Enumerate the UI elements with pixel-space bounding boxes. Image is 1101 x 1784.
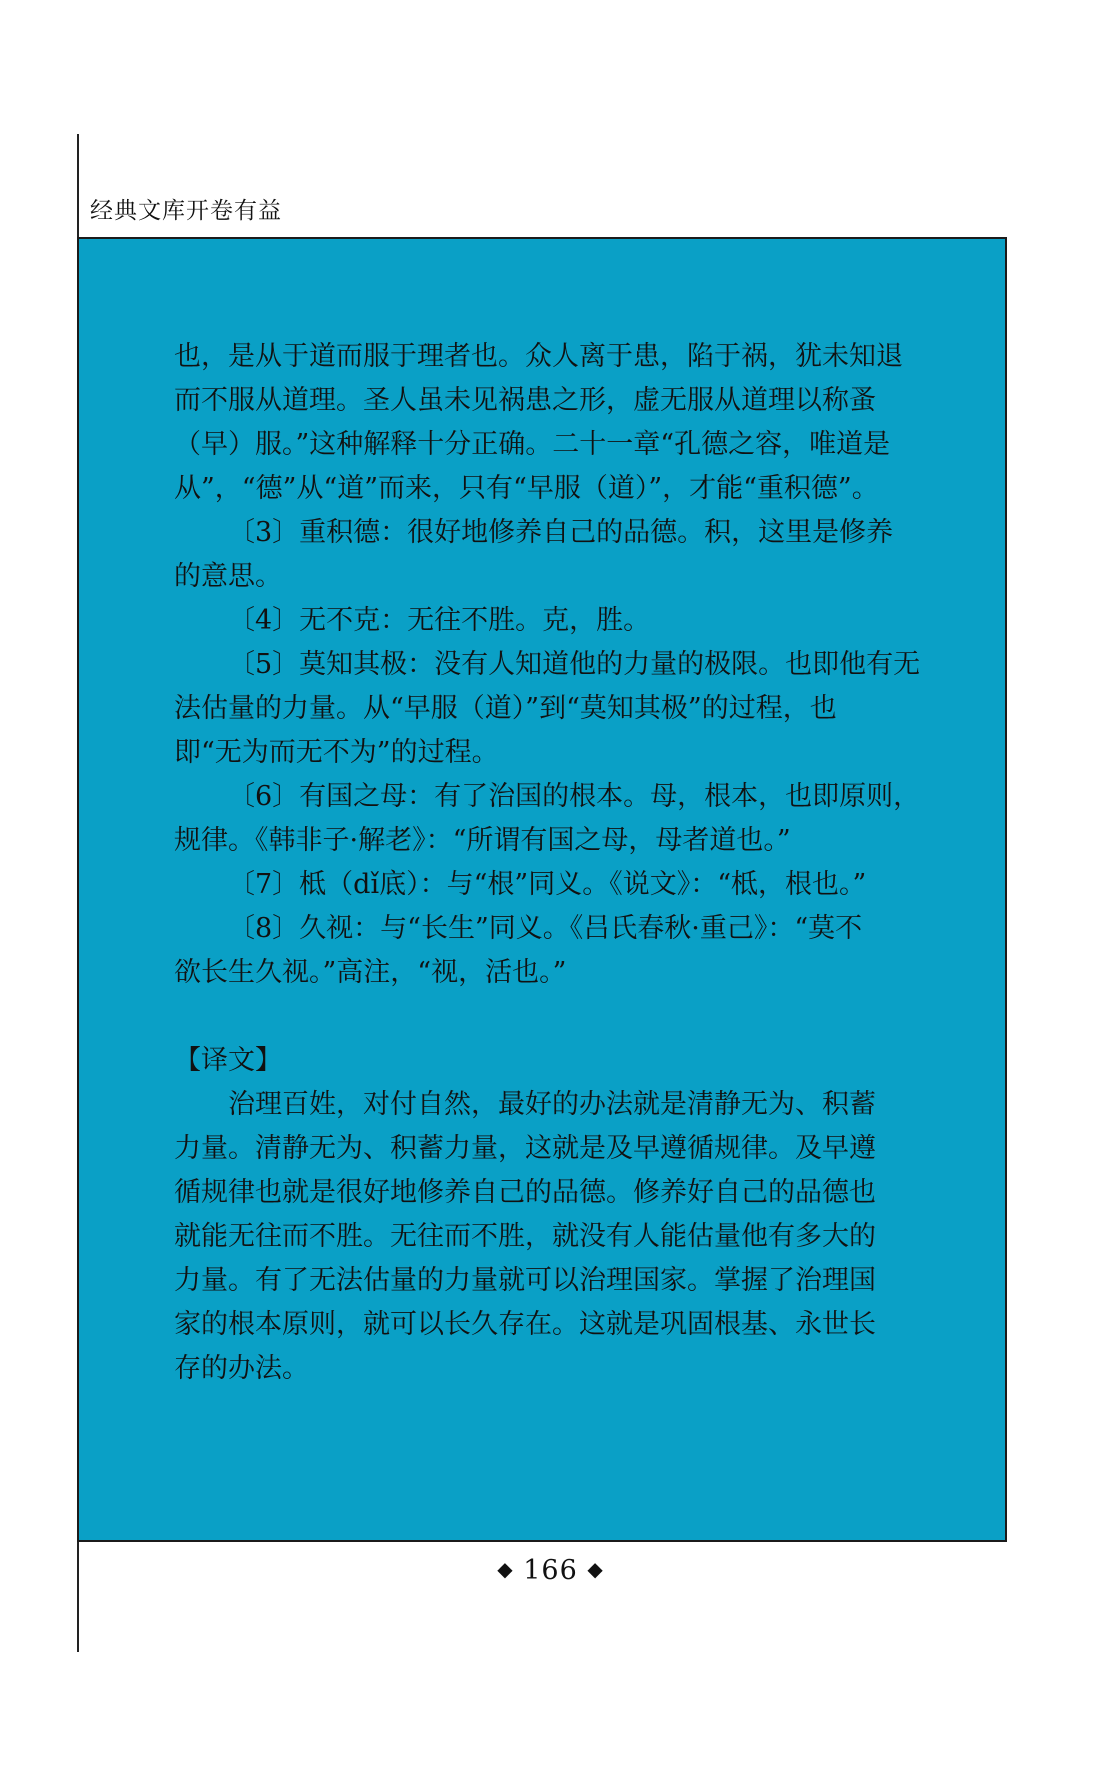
note-5-line: 法估量的力量。从“早服（道）”到“莫知其极”的过程，也 xyxy=(174,693,837,724)
translation-line: 家的根本原则，就可以长久存在。这就是巩固根基、永世长 xyxy=(174,1309,876,1340)
translation-line: 就能无往而不胜。无往而不胜，就没有人能估量他有多大的 xyxy=(174,1221,876,1252)
page-number: 166 xyxy=(523,1555,578,1586)
diamond-icon: ◆ xyxy=(587,1557,604,1581)
translation-heading: 【译文】 xyxy=(174,1045,282,1076)
text-block xyxy=(174,335,944,1391)
translation-line: 力量。清静无为、积蓄力量，这就是及早遵循规律。及早遵 xyxy=(174,1133,876,1164)
running-header: 经典文库开卷有益 xyxy=(90,198,282,224)
note-3-line: 〔3〕重积德：很好地修养自己的品德。积，这里是修养 xyxy=(228,517,894,548)
note-4-line: 〔4〕无不克：无往不胜。克，胜。 xyxy=(228,605,651,636)
note-6-line: 〔6〕有国之母：有了治国的根本。母，根本，也即原则， xyxy=(228,781,921,812)
diamond-icon: ◆ xyxy=(497,1557,514,1581)
note-5-line: 即“无为而无不为”的过程。 xyxy=(174,737,499,768)
body-line: 而不服从道理。圣人虽未见祸患之形，虚无服从道理以称蚤 xyxy=(174,385,876,416)
body-line: 从”，“德”从“道”而来，只有“早服（道）”，才能“重积德”。 xyxy=(174,473,879,504)
note-5-line: 〔5〕莫知其极：没有人知道他的力量的极限。也即他有无 xyxy=(228,649,921,680)
body-line: 也，是从于道而服于理者也。众人离于患，陷于祸，犹未知退 xyxy=(174,341,903,372)
translation-line: 力量。有了无法估量的力量就可以治理国家。掌握了治理国 xyxy=(174,1265,876,1296)
note-7-line: 〔7〕柢（dǐ底）：与“根”同义。《说文》：“柢，根也。” xyxy=(228,869,867,900)
note-6-line: 规律。《韩非子·解老》：“所谓有国之母，母者道也。” xyxy=(174,825,791,856)
translation-line: 治理百姓，对付自然，最好的办法就是清静无为、积蓄 xyxy=(228,1089,876,1120)
translation-line: 循规律也就是很好地修养自己的品德。修养好自己的品德也 xyxy=(174,1177,876,1208)
note-8-line: 〔8〕久视：与“长生”同义。《吕氏春秋·重己》：“莫不 xyxy=(228,913,863,944)
note-3-line: 的意思。 xyxy=(174,561,282,592)
page-footer xyxy=(0,1555,1101,1586)
translation-line: 存的办法。 xyxy=(174,1353,309,1384)
content-panel xyxy=(77,237,1007,1542)
body-line: （早）服。”这种解释十分正确。二十一章“孔德之容，唯道是 xyxy=(174,429,891,460)
note-8-line: 欲长生久视。”高注，“视，活也。” xyxy=(174,957,567,988)
